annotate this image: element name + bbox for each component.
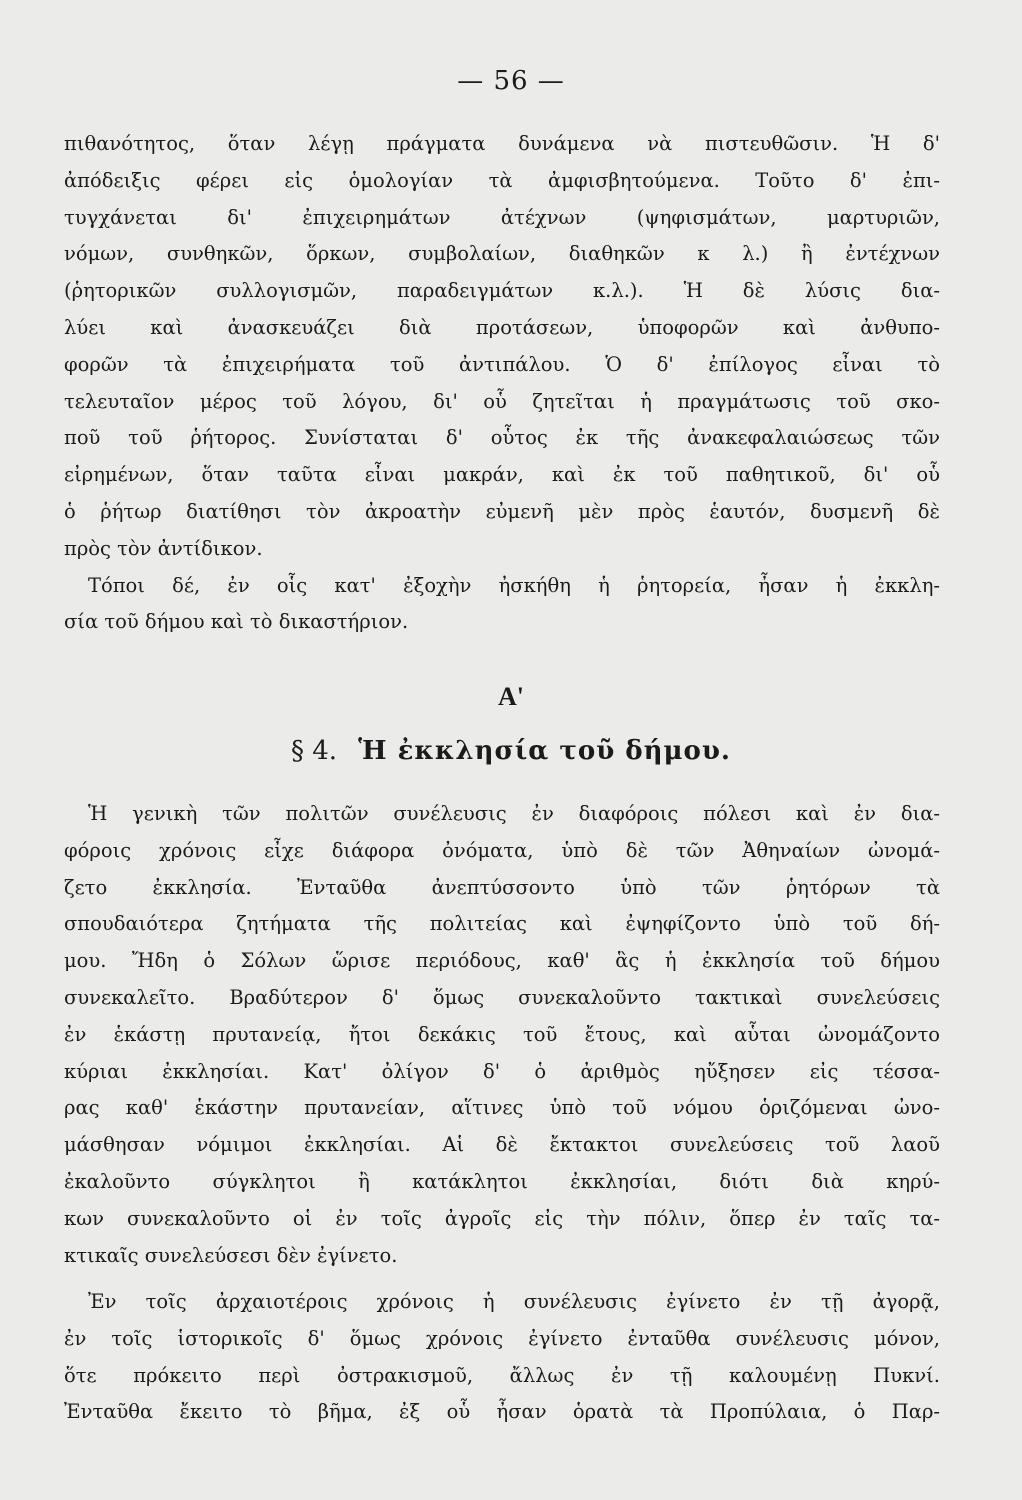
text-line: ἀπόδειξις φέρει εἰς ὁμολογίαν τὰ ἀμφισβητούμενα. Τοῦτο δ' ἐπι- [64,168,940,192]
section-symbol: § 4. [290,736,338,766]
text-line: ζετο ἐκκλησία. Ἐνταῦθα ἀνεπτύσσοντο ὑπὸ τῶν ῥητόρων τὰ [64,875,940,899]
text-line: φόροις χρόνοις εἶχε διάφορα ὀνόματα, ὑπὸ δὲ τῶν Ἀθηναίων ὠνομά- [64,838,940,862]
text-line: μάσθησαν νόμιμοι ἐκκλησίαι. Αἱ δὲ ἔκτακτοι συνελεύσεις τοῦ λαοῦ [64,1133,940,1157]
text-line: κύριαι ἐκκλησίαι. Κατ' ὀλίγον δ' ὁ ἀριθμὸς ηὔξησεν εἰς τέσσα- [64,1059,940,1083]
text-line: νόμων, συνθηκῶν, ὅρκων, συμβολαίων, διαθηκῶν κ λ.) ἢ ἐντέχνων [64,242,940,266]
text-line: λύει καὶ ἀνασκευάζει διὰ προτάσεων, ὑποφορῶν καὶ ἀνθυπο- [64,315,940,339]
text-line: ὁ ῥήτωρ διατίθησι τὸν ἀκροατὴν εὐμενῆ μὲν πρὸς ἑαυτόν, δυσμενῆ δὲ [64,499,940,523]
section-heading [0,736,1022,766]
text-line: Ἐνταῦθα ἔκειτο τὸ βῆμα, ἐξ οὗ ἦσαν ὁρατὰ τὰ Προπύλαια, ὁ Παρ- [64,1400,940,1424]
text-line: Ἡ γενικὴ τῶν πολιτῶν συνέλευσις ἐν διαφόροις πόλεσι καὶ ἐν δια- [88,802,940,825]
text-line: φορῶν τὰ ἐπιχειρήματα τοῦ ἀντιπάλου. Ὁ δ' ἐπίλογος εἶναι τὸ [64,352,940,376]
text-line: εἰρημένων, ὅταν ταῦτα εἶναι μακράν, καὶ ἐκ τοῦ παθητικοῦ, δι' οὗ [64,463,940,487]
text-line: ρας καθ' ἑκάστην πρυτανείαν, αἵτινες ὑπὸ τοῦ νόμου ὁριζόμεναι ὠνο- [64,1096,940,1120]
text-line: πρὸς τὸν ἀντίδικον. [64,536,263,560]
text-line: (ῥητορικῶν συλλογισμῶν, παραδειγμάτων κ.λ.). Ἡ δὲ λύσις δια- [64,279,940,303]
text-line: συνεκαλεῖτο. Βραδύτερον δ' ὅμως συνεκαλοῦντο τακτικαὶ συνελεύσεις [64,985,940,1009]
text-line: κων συνεκαλοῦντο οἱ ἐν τοῖς ἀγροῖς εἰς τὴν πόλιν, ὅπερ ἐν ταῖς τα- [64,1206,940,1230]
text-line: πιθανότητος, ὅταν λέγῃ πράγματα δυνάμενα νὰ πιστευθῶσιν. Ἡ δ' [64,132,940,155]
text-line: σία τοῦ δήμου καὶ τὸ δικαστήριον. [64,610,409,634]
text-line: ποῦ τοῦ ῥήτορος. Συνίσταται δ' οὗτος ἐκ τῆς ἀνακεφαλαιώσεως τῶν [64,426,940,450]
paragraph-assembly-place [64,1284,940,1431]
paragraph-rhetoric-parts [64,126,940,641]
text-line: ἐν ἑκάστῃ πρυτανείᾳ, ἤτοι δεκάκις τοῦ ἔτους, καὶ αὗται ὠνομάζοντο [64,1022,940,1046]
text-line: σπουδαιότερα ζητήματα τῆς πολιτείας καὶ ἐψηφίζοντο ὑπὸ τοῦ δή- [64,912,940,936]
text-line: τελευταῖον μέρος τοῦ λόγου, δι' οὗ ζητεῖται ἡ πραγμάτωσις τοῦ σκο- [64,389,940,413]
text-line: ὅτε πρόκειτο περὶ ὀστρακισμοῦ, ἄλλως ἐν τῇ καλουμένῃ Πυκνί. [64,1363,940,1387]
text-line: Τόποι δέ, ἐν οἷς κατ' ἐξοχὴν ἠσκήθη ἡ ῥητορεία, ἦσαν ἡ ἐκκλη- [88,573,940,597]
section-letter: Α' [498,682,524,711]
text-line: Ἐν τοῖς ἀρχαιοτέροις χρόνοις ἡ συνέλευσις ἐγίνετο ἐν τῇ ἀγορᾷ, [88,1290,940,1313]
text-line: ἐν τοῖς ἱστορικοῖς δ' ὅμως χρόνοις ἐγίνετο ἐνταῦθα συνέλευσις μόνον, [64,1326,940,1350]
text-line: τυγχάνεται δι' ἐπιχειρημάτων ἀτέχνων (ψηφισμάτων, μαρτυριῶν, [64,205,940,229]
page-number: — 56 — [457,66,565,96]
text-line: μου. Ἤδη ὁ Σόλων ὥρισε περιόδους, καθ' ἃς ἡ ἐκκλησία τοῦ δήμου [64,949,940,973]
text-line: κτικαῖς συνελεύσεσι δὲν ἐγίνετο. [64,1243,398,1267]
section-title: Ἡ ἐκκλησία τοῦ δήμου. [358,736,731,766]
text-line: ἐκαλοῦντο σύγκλητοι ἢ κατάκλητοι ἐκκλησίαι, διότι διὰ κηρύ- [64,1169,940,1193]
paragraph-ekklesia [64,796,940,1274]
